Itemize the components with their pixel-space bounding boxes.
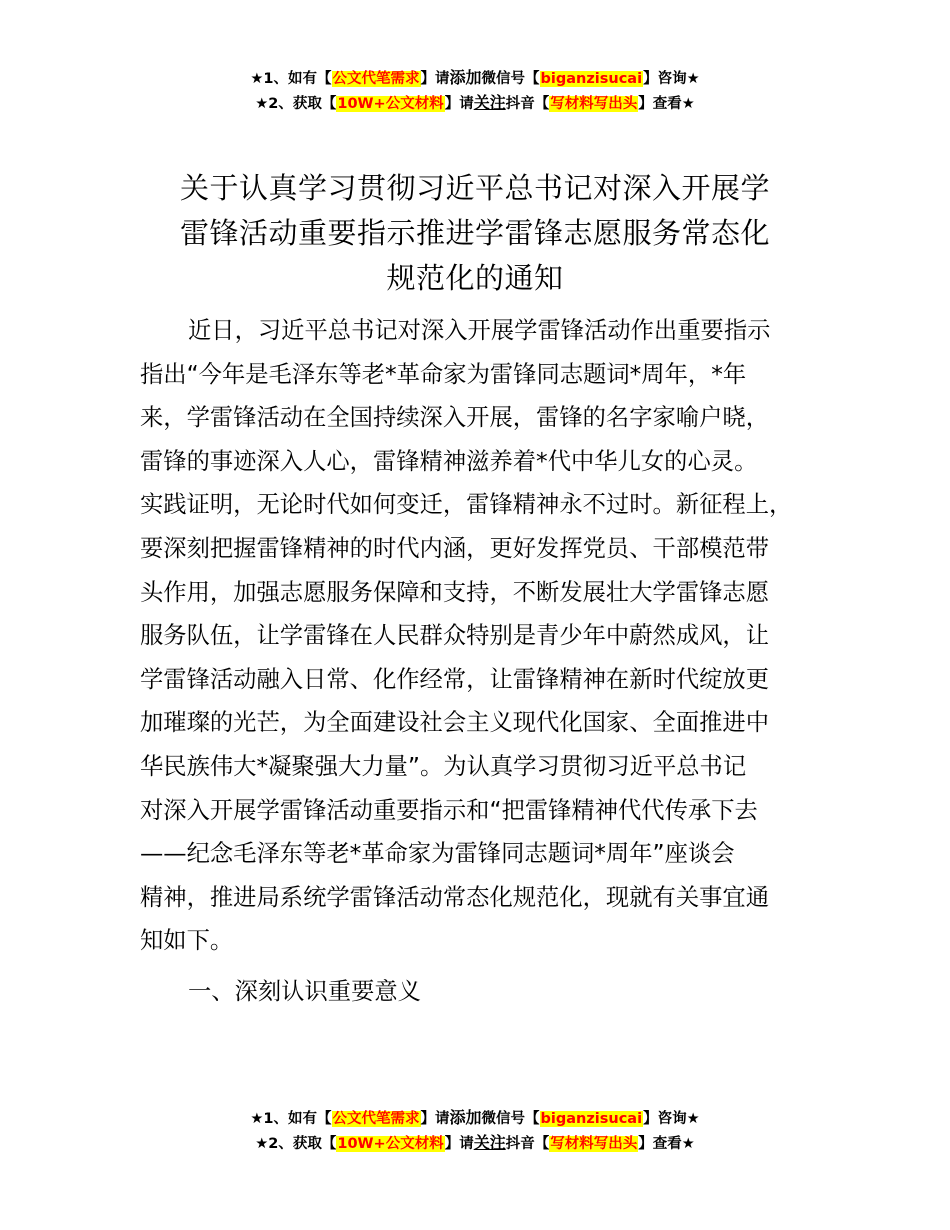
promo-text: ★2、获取【 xyxy=(255,96,337,112)
paragraph-line: 头作用，加强志愿服务保障和支持，不断发展壮大学雷锋志愿 xyxy=(140,578,770,606)
promo-banner-top xyxy=(0,66,950,116)
paragraph-line: 加璀璨的光芒，为全面建设社会主义现代化国家、全面推进中 xyxy=(140,709,770,737)
promo-emphasis: 关注 xyxy=(473,93,506,112)
promo-line-1 xyxy=(0,66,950,91)
promo-text: 】咨询★ xyxy=(643,1111,700,1127)
promo-text: ★1、如有【 xyxy=(250,1111,332,1127)
paragraph-line: 来，学雷锋活动在全国持续深入开展，雷锋的名字家喻户晓， xyxy=(140,404,770,432)
promo-emphasis: 关注 xyxy=(473,1133,506,1152)
promo-text: ★2、获取【 xyxy=(255,1136,337,1152)
paragraph-line: 学雷锋活动融入日常、化作经常，让雷锋精神在新时代绽放更 xyxy=(140,665,770,693)
title-line-1: 关于认真学习贯彻习近平总书记对深入开展学 xyxy=(179,171,770,205)
paragraph-line: 要深刻把握雷锋精神的时代内涵，更好发挥党员、干部模范带 xyxy=(140,534,770,562)
promo-line-2 xyxy=(0,1131,950,1156)
promo-text: 微信号【 xyxy=(481,71,540,87)
promo-line-1 xyxy=(0,1106,950,1131)
paragraph-line: 指出“今年是毛泽东等老*革命家为雷锋同志题词*周年，*年 xyxy=(140,360,747,388)
paragraph-line: ——纪念毛泽东等老*革命家为雷锋同志题词*周年”座谈会 xyxy=(140,840,735,868)
paragraph-line: 服务队伍，让学雷锋在人民群众特别是青少年中蔚然成风，让 xyxy=(140,622,770,650)
promo-douyin-id: 写材料写出头 xyxy=(550,96,638,112)
promo-text: 】查看★ xyxy=(638,96,695,112)
promo-text: 抖音【 xyxy=(505,96,550,112)
paragraph-line: 华民族伟大*凝聚强大力量”。为认真学习贯彻习近平总书记 xyxy=(140,752,747,780)
paragraph-line: 知如下。 xyxy=(140,927,234,955)
promo-emphasis: 添加 xyxy=(449,1108,482,1127)
promo-banner-bottom xyxy=(0,1106,950,1156)
promo-text: 微信号【 xyxy=(481,1111,540,1127)
promo-text: 】请 xyxy=(444,1136,474,1152)
promo-text: 】请 xyxy=(420,1111,450,1127)
promo-text: 】请 xyxy=(420,71,450,87)
promo-wechat-id: biganzisucai xyxy=(540,1111,643,1127)
paragraph-line: 近日，习近平总书记对深入开展学雷锋活动作出重要指示 xyxy=(188,317,771,344)
promo-wechat-id: biganzisucai xyxy=(540,71,643,87)
section-heading: 一、深刻认识重要意义 xyxy=(188,978,421,1005)
title-line-3: 规范化的通知 xyxy=(386,261,564,295)
promo-text: 】请 xyxy=(444,96,474,112)
promo-highlight: 公文代笔需求 xyxy=(332,1111,420,1127)
document-title xyxy=(120,166,830,301)
paragraph-line: 实践证明，无论时代如何变迁，雷锋精神永不过时。新征程上， xyxy=(140,491,793,519)
promo-line-2 xyxy=(0,91,950,116)
paragraph-line: 雷锋的事迹深入人心，雷锋精神滋养着*代中华儿女的心灵。 xyxy=(140,447,758,475)
promo-highlight: 公文代笔需求 xyxy=(332,71,420,87)
body-paragraph xyxy=(140,309,820,963)
paragraph-line: 精神，推进局系统学雷锋活动常态化规范化，现就有关事宜通 xyxy=(140,883,770,911)
promo-highlight: 10W+公文材料 xyxy=(337,96,444,112)
promo-highlight: 10W+公文材料 xyxy=(337,1136,444,1152)
promo-douyin-id: 写材料写出头 xyxy=(550,1136,638,1152)
title-line-2: 雷锋活动重要指示推进学雷锋志愿服务常态化 xyxy=(179,216,770,250)
paragraph-line: 对深入开展学雷锋活动重要指示和“把雷锋精神代代传承下去 xyxy=(140,796,758,824)
promo-text: 】查看★ xyxy=(638,1136,695,1152)
promo-text: 】咨询★ xyxy=(643,71,700,87)
promo-emphasis: 添加 xyxy=(449,68,482,87)
promo-text: 抖音【 xyxy=(505,1136,550,1152)
promo-text: ★1、如有【 xyxy=(250,71,332,87)
